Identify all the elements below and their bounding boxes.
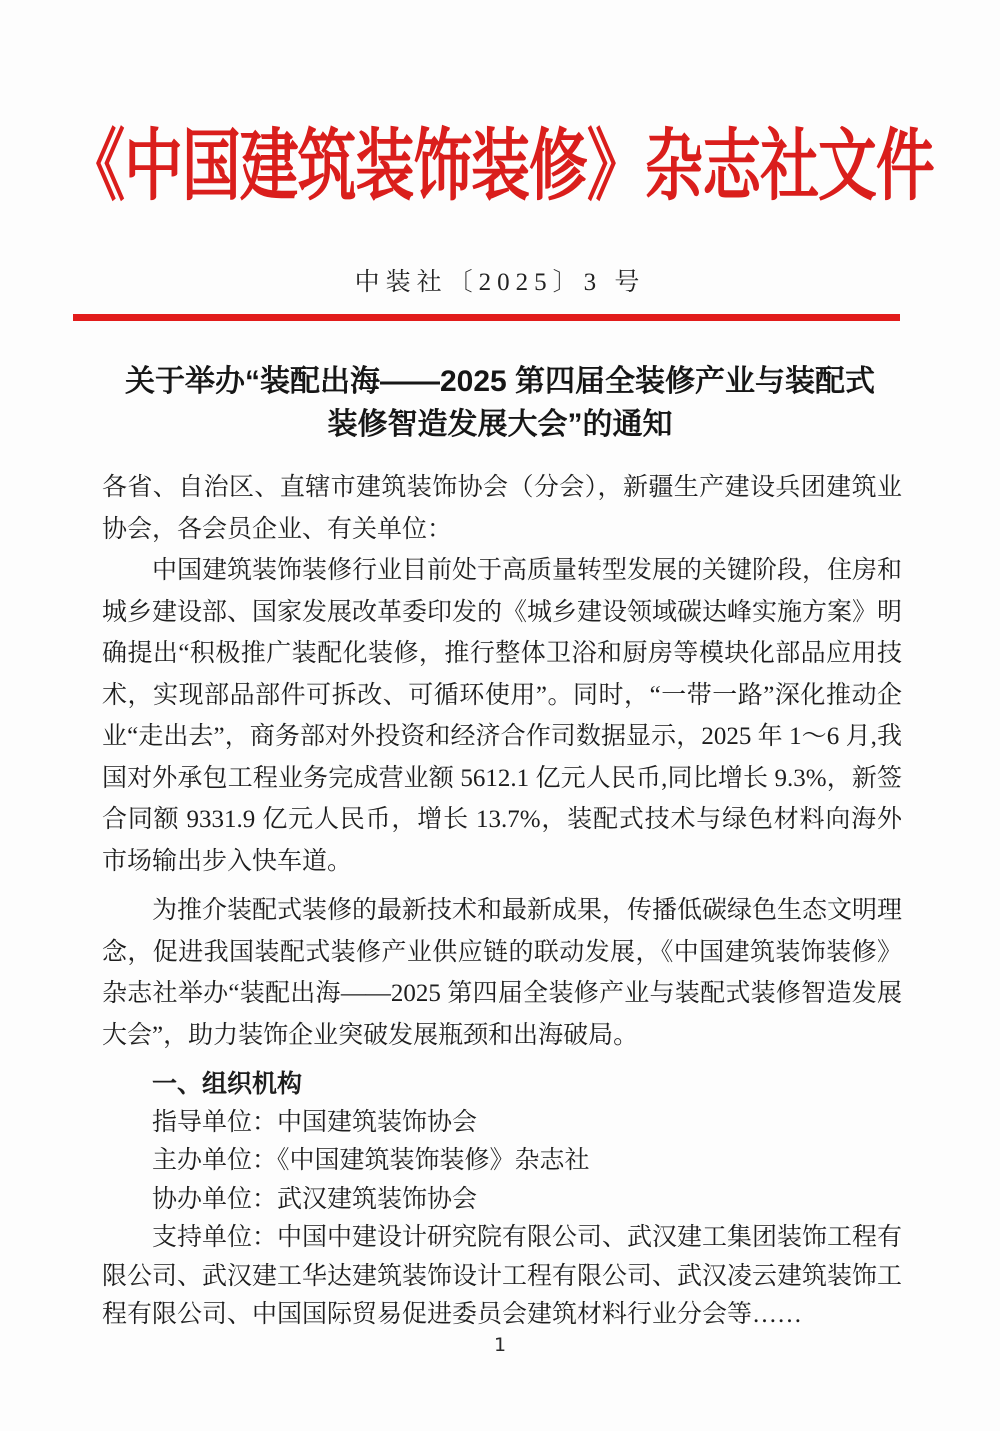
notice-title-line: 关于举办“装配出海——2025 第四届全装修产业与装配式: [124, 365, 876, 398]
paragraph: 为推介装配式装修的最新技术和最新成果，传播低碳绿色生态文明理念，促进我国装配式装修产业供应链的联动发展，《中国建筑装饰装修》杂志社举办“装配出海——2025 第四届全装修产业与装配式装修智造发展大会”，助力装饰企业突破发展瓶颈和出海破局。: [102, 897, 903, 1049]
section-heading: 一、组织机构: [152, 1070, 303, 1098]
paragraph: 主办单位：《中国建筑装饰装修》杂志社: [152, 1147, 590, 1174]
red-divider-rule: [73, 314, 900, 321]
notice-title-line: 装修智造发展大会”的通知: [327, 408, 673, 441]
paragraph: 支持单位：中国中建设计研究院有限公司、武汉建工集团装饰工程有限公司、武汉建工华达建筑装饰设计工程有限公司、武汉凌云建筑装饰工程有限公司、中国国际贸易促进委员会建筑材料行业分会等……: [102, 1224, 903, 1328]
paragraph: 协办单位：武汉建筑装饰协会: [152, 1185, 478, 1213]
masthead-title: 《中国建筑装饰装修》杂志社文件: [66, 123, 934, 210]
paragraph: 各省、自治区、直辖市建筑装饰协会（分会），新疆生产建设兵团建筑业协会，各会员企业、有关单位：: [102, 474, 902, 543]
paragraph: 指导单位：中国建筑装饰协会: [152, 1108, 478, 1136]
document-number: 中装社〔2025〕3 号: [354, 269, 646, 296]
notice-title: [0, 360, 1000, 446]
document-body: [102, 467, 902, 1335]
paragraph: 中国建筑装饰装修行业目前处于高质量转型发展的关键阶段，住房和城乡建设部、国家发展改革委印发的《城乡建设领域碳达峰实施方案》明确提出“积极推广装配化装修，推行整体卫浴和厨房等模块化部品应用技术，实现部品部件可拆改、可循环使用”。同时，“一带一路”深化推动企业“走出去”，商务部对外投资和经济合作司数据显示，2025 年 1～6 月,我国对外承包工程业务完成营业额 5612.1 亿元人民币,同比增长 9.3%，新签合同额 9331.9 亿元人民币，增长 13.7%，装配式技术与绿色材料向海外市场输出步入快车道。: [102, 557, 903, 875]
page-number: 1: [493, 1334, 507, 1356]
